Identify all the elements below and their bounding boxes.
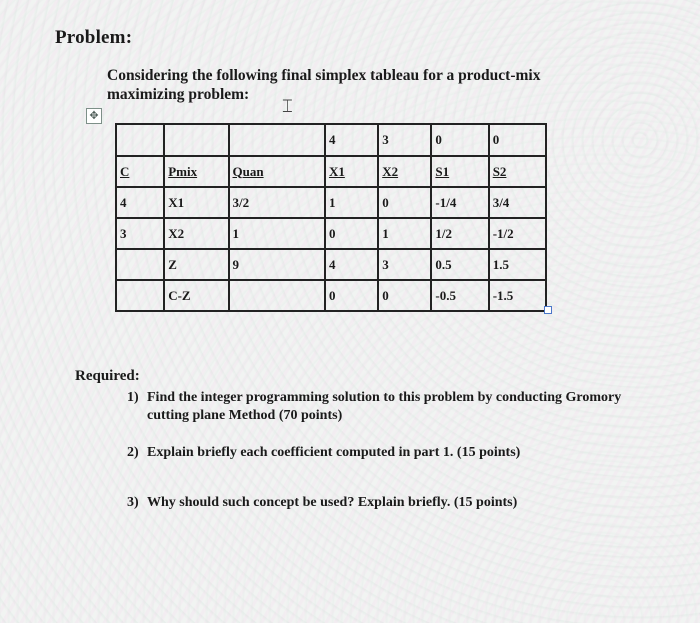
tableau-header-row xyxy=(116,156,546,187)
column-header: S1 xyxy=(431,156,488,187)
column-header: X2 xyxy=(378,156,431,187)
tableau-cell: 4 xyxy=(325,249,378,280)
item-text: Find the integer programming solution to this problem by conducting Gromory cutting plane Method (70 points) xyxy=(147,390,622,423)
table-resize-handle[interactable] xyxy=(544,306,552,314)
list-item xyxy=(117,444,657,462)
tableau-cell: 0 xyxy=(378,187,431,218)
text-cursor-icon: ⌶ xyxy=(282,96,293,117)
tableau-cell: 0 xyxy=(325,218,378,249)
tableau-cell: 9 xyxy=(229,249,325,280)
tableau-cell: X2 xyxy=(164,218,228,249)
tableau-cell: 0.5 xyxy=(431,249,488,280)
tableau-cell: 3 xyxy=(378,124,431,156)
tableau-row-c-minus-z xyxy=(116,280,546,311)
column-header: Quan xyxy=(229,156,325,187)
simplex-tableau xyxy=(115,123,547,312)
tableau-cell: 0 xyxy=(378,280,431,311)
item-text: Explain briefly each coefficient computed in part 1. (15 points) xyxy=(147,445,521,460)
page-heading: Problem: xyxy=(55,27,133,48)
tableau-cell: Z xyxy=(164,249,228,280)
column-header: S2 xyxy=(489,156,546,187)
tableau-cell: 3 xyxy=(116,218,164,249)
tableau-cell: 3 xyxy=(378,249,431,280)
problem-intro: Considering the following final simplex tableau for a product-mix maximizing problem: xyxy=(107,67,541,103)
tableau-row-z xyxy=(116,249,546,280)
tableau-row-cj xyxy=(116,124,546,156)
item-text: Why should such concept be used? Explain briefly. (15 points) xyxy=(147,495,518,510)
tableau-cell: 1 xyxy=(378,218,431,249)
tableau-cell: 1.5 xyxy=(489,249,546,280)
tableau-row-x1 xyxy=(116,187,546,218)
tableau-cell xyxy=(116,249,164,280)
tableau-cell xyxy=(116,124,164,156)
tableau-cell xyxy=(229,280,325,311)
required-label: Required: xyxy=(75,368,140,384)
tableau-cell: 3/4 xyxy=(489,187,546,218)
tableau-cell: 0 xyxy=(489,124,546,156)
tableau-cell: C-Z xyxy=(164,280,228,311)
column-header: X1 xyxy=(325,156,378,187)
item-number: 2) xyxy=(127,445,139,460)
tableau-cell: -1.5 xyxy=(489,280,546,311)
tableau-cell: 1 xyxy=(229,218,325,249)
tableau-cell: 1 xyxy=(325,187,378,218)
item-number: 1) xyxy=(127,390,139,405)
tableau-cell: 4 xyxy=(325,124,378,156)
tableau-cell: -0.5 xyxy=(431,280,488,311)
tableau-cell xyxy=(116,280,164,311)
tableau-row-x2 xyxy=(116,218,546,249)
required-task-list xyxy=(117,389,657,512)
item-number: 3) xyxy=(127,495,139,510)
tableau-cell: -1/4 xyxy=(431,187,488,218)
tableau-cell xyxy=(164,124,228,156)
tableau-cell xyxy=(229,124,325,156)
tableau-cell: X1 xyxy=(164,187,228,218)
column-header: Pmix xyxy=(164,156,228,187)
tableau-cell: -1/2 xyxy=(489,218,546,249)
tableau-cell: 1/2 xyxy=(431,218,488,249)
tableau-cell: 3/2 xyxy=(229,187,325,218)
column-header: C xyxy=(116,156,164,187)
tableau-cell: 0 xyxy=(325,280,378,311)
list-item xyxy=(117,494,657,512)
tableau-cell: 0 xyxy=(431,124,488,156)
list-item xyxy=(117,389,657,425)
tableau-cell: 4 xyxy=(116,187,164,218)
table-move-handle-icon[interactable]: ✥ xyxy=(86,108,102,124)
